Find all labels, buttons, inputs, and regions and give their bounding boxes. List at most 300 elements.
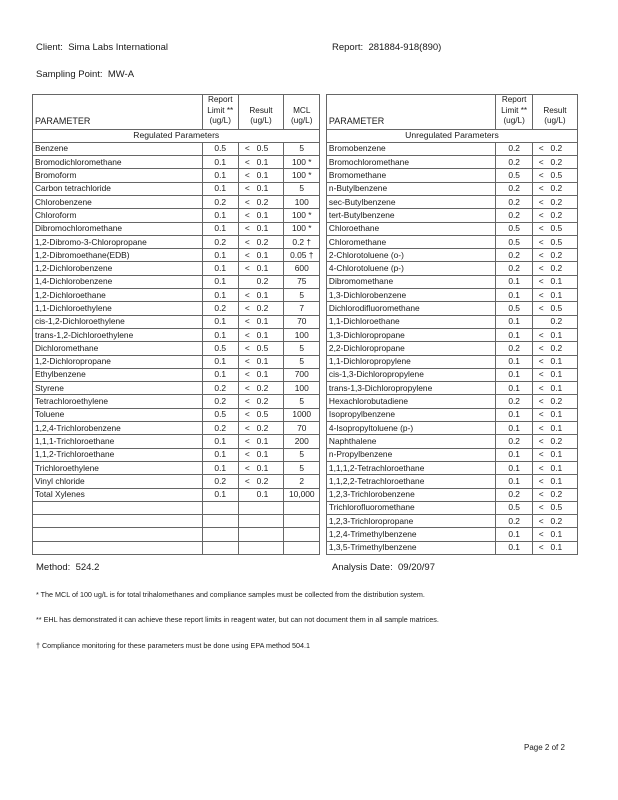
report-limit: 0.2: [202, 382, 238, 395]
table-row: [33, 501, 578, 514]
table-row: [33, 408, 578, 421]
report-limit: 0.1: [202, 461, 238, 474]
report-limit: 0.1: [496, 422, 532, 435]
result-value: 0.2: [256, 275, 284, 288]
report-limit: 0.2: [496, 515, 532, 528]
less-than-sign: <: [532, 142, 549, 155]
report-limit: 0.1: [496, 328, 532, 341]
mcl-value: 100 *: [284, 156, 320, 169]
parameter-name: Tetrachloroethylene: [33, 395, 203, 408]
less-than-sign: <: [532, 209, 549, 222]
empty-cell: [202, 515, 238, 528]
table-row: [33, 156, 578, 169]
parameter-name: Hexachlorobutadiene: [326, 395, 496, 408]
report-limit: 0.1: [202, 355, 238, 368]
report-limit: 0.1: [496, 382, 532, 395]
result-value: 0.1: [550, 448, 578, 461]
result-value: 0.2: [550, 342, 578, 355]
method-line: Method: 524.2: [36, 562, 100, 573]
table-row: [33, 541, 578, 554]
result-value: 0.2: [550, 315, 578, 328]
less-than-sign: <: [532, 328, 549, 341]
parameter-name: Chloroform: [33, 209, 203, 222]
report-limit: 0.5: [202, 408, 238, 421]
regulated-title: Regulated Parameters: [33, 129, 320, 142]
empty-cell: [238, 528, 255, 541]
report-limit: 0.5: [496, 222, 532, 235]
table-row: [33, 435, 578, 448]
result-value: 0.2: [256, 235, 284, 248]
result-value: 0.1: [256, 156, 284, 169]
sampling-point: MW-A: [107, 69, 135, 80]
less-than-sign: <: [532, 515, 549, 528]
parameter-name: 2-Chlorotoluene (o-): [326, 249, 496, 262]
mcl-value: 70: [284, 315, 320, 328]
table-row: [33, 328, 578, 341]
less-than-sign: <: [532, 475, 549, 488]
parameter-name: 1,1-Dichloropropylene: [326, 355, 496, 368]
mcl-value: 1000: [284, 408, 320, 421]
col-mcl: MCL (ug/L): [284, 95, 320, 130]
parameter-name: 1,4-Dichlorobenzene: [33, 275, 203, 288]
result-value: 0.1: [256, 289, 284, 302]
report-limit: 0.1: [496, 408, 532, 421]
result-value: 0.2: [256, 302, 284, 315]
result-value: 0.2: [550, 515, 578, 528]
less-than-sign: <: [238, 289, 255, 302]
mcl-value: 0.05 †: [284, 249, 320, 262]
less-than-sign: <: [532, 182, 549, 195]
less-than-sign: [238, 275, 255, 288]
report-limit: 0.2: [496, 435, 532, 448]
parameter-name: Bromoform: [33, 169, 203, 182]
report-limit: 0.2: [496, 395, 532, 408]
parameter-name: Toluene: [33, 408, 203, 421]
parameter-name: Bromomethane: [326, 169, 496, 182]
less-than-sign: <: [238, 355, 255, 368]
less-than-sign: <: [238, 209, 255, 222]
report-limit: 0.1: [202, 368, 238, 381]
report-limit: 0.2: [496, 182, 532, 195]
less-than-sign: <: [238, 195, 255, 208]
result-value: 0.1: [256, 488, 284, 501]
parameter-name: cis-1,2-Dichloroethylene: [33, 315, 203, 328]
table-row: [33, 461, 578, 474]
table-row: [33, 262, 578, 275]
less-than-sign: <: [532, 422, 549, 435]
less-than-sign: <: [532, 342, 549, 355]
empty-cell: [284, 515, 320, 528]
parameter-name: tert-Butylbenzene: [326, 209, 496, 222]
report-limit: 0.5: [202, 142, 238, 155]
report-limit: 0.1: [496, 528, 532, 541]
report-limit: 0.1: [496, 541, 532, 554]
less-than-sign: <: [238, 222, 255, 235]
empty-cell: [33, 501, 203, 514]
parameter-name: Dichloromethane: [33, 342, 203, 355]
result-value: 0.1: [550, 422, 578, 435]
less-than-sign: <: [532, 448, 549, 461]
parameter-name: sec-Butylbenzene: [326, 195, 496, 208]
less-than-sign: <: [238, 249, 255, 262]
parameter-name: cis-1,3-Dichloropropylene: [326, 368, 496, 381]
less-than-sign: <: [532, 262, 549, 275]
report-limit: 0.1: [496, 448, 532, 461]
report-limit: 0.1: [202, 275, 238, 288]
parameter-name: 1,1,1,2-Tetrachloroethane: [326, 461, 496, 474]
empty-cell: [33, 541, 203, 554]
empty-cell: [284, 501, 320, 514]
less-than-sign: <: [532, 382, 549, 395]
result-value: 0.1: [550, 328, 578, 341]
table-row: [33, 395, 578, 408]
mcl-value: 7: [284, 302, 320, 315]
less-than-sign: <: [532, 395, 549, 408]
table-row: [33, 488, 578, 501]
less-than-sign: <: [532, 461, 549, 474]
table-row: [33, 182, 578, 195]
table-row: [33, 142, 578, 155]
less-than-sign: <: [532, 156, 549, 169]
parameter-name: Chloroethane: [326, 222, 496, 235]
table-row: [33, 342, 578, 355]
report-limit: 0.5: [496, 235, 532, 248]
unregulated-title: Unregulated Parameters: [326, 129, 577, 142]
result-value: 0.1: [256, 169, 284, 182]
report-limit: 0.2: [496, 156, 532, 169]
less-than-sign: <: [238, 142, 255, 155]
result-value: 0.2: [256, 475, 284, 488]
empty-cell: [238, 541, 255, 554]
result-value: 0.1: [256, 435, 284, 448]
report-limit: 0.1: [202, 289, 238, 302]
sampling-point-line: Sampling Point: MW-A: [36, 69, 135, 80]
mcl-value: 5: [284, 355, 320, 368]
parameter-name: Isopropylbenzene: [326, 408, 496, 421]
parameter-name: Dibromomethane: [326, 275, 496, 288]
parameter-name: n-Propylbenzene: [326, 448, 496, 461]
less-than-sign: <: [532, 541, 549, 554]
mcl-value: 75: [284, 275, 320, 288]
report-limit: 0.2: [496, 249, 532, 262]
less-than-sign: <: [238, 382, 255, 395]
result-value: 0.1: [550, 289, 578, 302]
result-value: 0.2: [550, 395, 578, 408]
less-than-sign: <: [238, 169, 255, 182]
mcl-value: 5: [284, 448, 320, 461]
mcl-value: 5: [284, 342, 320, 355]
mcl-value: 100 *: [284, 209, 320, 222]
report-limit: 0.1: [496, 355, 532, 368]
result-value: 0.1: [550, 541, 578, 554]
report-limit: 0.1: [202, 328, 238, 341]
less-than-sign: <: [532, 435, 549, 448]
mcl-value: 5: [284, 395, 320, 408]
col-result-right: Result (ug/L): [532, 95, 577, 130]
result-value: 0.5: [256, 408, 284, 421]
parameter-name: trans-1,3-Dichloropropylene: [326, 382, 496, 395]
analysis-date-line: Analysis Date: 09/20/97: [332, 562, 435, 573]
report-limit: 0.1: [202, 209, 238, 222]
parameter-name: 1,3,5-Trimethylbenzene: [326, 541, 496, 554]
col-parameter-right: PARAMETER: [326, 95, 496, 130]
less-than-sign: <: [532, 235, 549, 248]
table-row: [33, 275, 578, 288]
empty-cell: [33, 528, 203, 541]
table-row: [33, 355, 578, 368]
table-row: [33, 368, 578, 381]
result-value: 0.5: [256, 342, 284, 355]
parameter-name: Bromochloromethane: [326, 156, 496, 169]
report-limit: 0.5: [496, 501, 532, 514]
footnote-mcl: * The MCL of 100 ug/L is for total trihalomethanes and compliance samples must be collected from the distribution system.: [36, 590, 425, 599]
less-than-sign: <: [532, 222, 549, 235]
result-value: 0.2: [550, 142, 578, 155]
mcl-value: 600: [284, 262, 320, 275]
result-value: 0.2: [550, 435, 578, 448]
result-value: 0.2: [550, 262, 578, 275]
report-limit: 0.2: [202, 475, 238, 488]
less-than-sign: <: [532, 488, 549, 501]
result-value: 0.2: [550, 182, 578, 195]
less-than-sign: <: [238, 448, 255, 461]
parameter-name: 1,2-Dichloroethane: [33, 289, 203, 302]
empty-cell: [202, 528, 238, 541]
table-row: [33, 169, 578, 182]
empty-cell: [33, 515, 203, 528]
result-value: 0.2: [256, 422, 284, 435]
parameter-name: trans-1,2-Dichloroethylene: [33, 328, 203, 341]
result-value: 0.2: [256, 395, 284, 408]
result-value: 0.1: [256, 328, 284, 341]
less-than-sign: <: [532, 249, 549, 262]
report-limit: 0.1: [496, 475, 532, 488]
result-value: 0.1: [256, 315, 284, 328]
result-value: 0.1: [550, 475, 578, 488]
table-row: [33, 382, 578, 395]
parameter-name: 1,2,4-Trichlorobenzene: [33, 422, 203, 435]
report-limit: 0.1: [202, 156, 238, 169]
client-line: Client: Sima Labs International: [36, 42, 169, 53]
mcl-value: 100 *: [284, 222, 320, 235]
less-than-sign: <: [238, 235, 255, 248]
table-row: [33, 475, 578, 488]
parameter-name: 1,2,3-Trichloropropane: [326, 515, 496, 528]
report-limit: 0.1: [202, 169, 238, 182]
less-than-sign: <: [238, 262, 255, 275]
less-than-sign: <: [238, 461, 255, 474]
report-limit: 0.2: [202, 195, 238, 208]
parameter-name: 1,1,2,2-Tetrachloroethane: [326, 475, 496, 488]
mcl-value: 100: [284, 382, 320, 395]
report-limit: 0.1: [202, 315, 238, 328]
less-than-sign: <: [238, 408, 255, 421]
less-than-sign: <: [532, 408, 549, 421]
report-limit: 0.5: [496, 169, 532, 182]
empty-cell: [202, 541, 238, 554]
parameter-name: 1,3-Dichloropropane: [326, 328, 496, 341]
parameter-name: 1,1-Dichloroethylene: [33, 302, 203, 315]
client-name: Sima Labs International: [68, 42, 169, 53]
result-value: 0.1: [256, 461, 284, 474]
section-title-row: [33, 129, 578, 142]
report-limit: 0.1: [496, 461, 532, 474]
empty-cell: [284, 528, 320, 541]
result-value: 0.1: [256, 249, 284, 262]
result-value: 0.1: [550, 368, 578, 381]
table-row: [33, 315, 578, 328]
page-number: Page 2 of 2: [524, 743, 565, 752]
result-value: 0.1: [550, 382, 578, 395]
empty-cell: [284, 541, 320, 554]
report-limit: 0.5: [202, 342, 238, 355]
footnote-compliance: † Compliance monitoring for these parameters must be done using EPA method 504.1: [36, 641, 310, 650]
less-than-sign: <: [238, 475, 255, 488]
result-value: 0.1: [550, 461, 578, 474]
less-than-sign: <: [532, 368, 549, 381]
result-value: 0.2: [550, 488, 578, 501]
result-value: 0.5: [550, 169, 578, 182]
report-limit: 0.1: [202, 435, 238, 448]
less-than-sign: <: [532, 355, 549, 368]
report-limit: 0.2: [496, 488, 532, 501]
parameter-name: Chlorobenzene: [33, 195, 203, 208]
result-value: 0.2: [550, 195, 578, 208]
empty-cell: [238, 501, 255, 514]
result-value: 0.2: [550, 156, 578, 169]
less-than-sign: <: [238, 315, 255, 328]
result-value: 0.5: [550, 222, 578, 235]
parameter-name: 2,2-Dichloropropane: [326, 342, 496, 355]
table-row: [33, 195, 578, 208]
parameter-name: 1,3-Dichlorobenzene: [326, 289, 496, 302]
col-report-limit-right: Report Limit ** (ug/L): [496, 95, 532, 130]
result-value: 0.1: [256, 222, 284, 235]
result-value: 0.1: [256, 262, 284, 275]
report-limit: 0.1: [202, 222, 238, 235]
report-limit: 0.5: [496, 302, 532, 315]
empty-cell: [202, 501, 238, 514]
less-than-sign: <: [238, 156, 255, 169]
table-row: [33, 422, 578, 435]
result-value: 0.1: [550, 408, 578, 421]
mcl-value: 100 *: [284, 169, 320, 182]
parameter-name: Naphthalene: [326, 435, 496, 448]
report-limit: 0.2: [496, 209, 532, 222]
less-than-sign: <: [238, 368, 255, 381]
result-value: 0.5: [550, 302, 578, 315]
result-value: 0.2: [550, 249, 578, 262]
mcl-value: 700: [284, 368, 320, 381]
mcl-value: 5: [284, 461, 320, 474]
empty-cell: [256, 515, 284, 528]
table-row: [33, 302, 578, 315]
less-than-sign: <: [532, 195, 549, 208]
result-value: 0.5: [550, 501, 578, 514]
less-than-sign: <: [238, 435, 255, 448]
parameter-name: 1,2-Dibromo-3-Chloropropane: [33, 235, 203, 248]
parameter-name: 1,2-Dichloropropane: [33, 355, 203, 368]
report-number: 281884-918(890): [368, 42, 442, 53]
mcl-value: 2: [284, 475, 320, 488]
col-parameter-left: PARAMETER: [33, 95, 203, 130]
parameter-name: Ethylbenzene: [33, 368, 203, 381]
parameter-name: 1,1,2-Trichloroethane: [33, 448, 203, 461]
empty-cell: [238, 515, 255, 528]
table-header-row: [33, 95, 578, 130]
less-than-sign: <: [532, 169, 549, 182]
col-result-left: Result (ug/L): [238, 95, 283, 130]
table-row: [33, 235, 578, 248]
report-limit: 0.1: [496, 315, 532, 328]
parameter-name: Vinyl chloride: [33, 475, 203, 488]
result-value: 0.1: [256, 209, 284, 222]
results-table: [32, 94, 578, 555]
parameter-name: 1,1,1-Trichloroethane: [33, 435, 203, 448]
report-limit: 0.2: [202, 422, 238, 435]
report-limit: 0.1: [202, 249, 238, 262]
parameter-name: n-Butylbenzene: [326, 182, 496, 195]
mcl-value: 200: [284, 435, 320, 448]
parameter-name: Benzene: [33, 142, 203, 155]
result-value: 0.5: [550, 235, 578, 248]
method-value: 524.2: [75, 562, 100, 573]
report-limit: 0.2: [496, 262, 532, 275]
parameter-name: 1,2-Dibromoethane(EDB): [33, 249, 203, 262]
parameter-name: Trichlorofluoromethane: [326, 501, 496, 514]
less-than-sign: <: [238, 395, 255, 408]
less-than-sign: <: [238, 182, 255, 195]
table-row: [33, 289, 578, 302]
result-value: 0.1: [256, 355, 284, 368]
analysis-date-value: 09/20/97: [398, 562, 435, 573]
mcl-value: 100: [284, 195, 320, 208]
less-than-sign: <: [238, 302, 255, 315]
report-limit: 0.2: [202, 302, 238, 315]
report-limit: 0.1: [202, 488, 238, 501]
parameter-name: 1,2-Dichlorobenzene: [33, 262, 203, 275]
report-limit: 0.2: [202, 395, 238, 408]
parameter-name: Chloromethane: [326, 235, 496, 248]
mcl-value: 5: [284, 289, 320, 302]
report-limit: 0.1: [496, 275, 532, 288]
parameter-name: 4-Chlorotoluene (p-): [326, 262, 496, 275]
report-limit: 0.1: [202, 182, 238, 195]
less-than-sign: [532, 315, 549, 328]
parameter-name: 1,2,4-Trimethylbenzene: [326, 528, 496, 541]
result-value: 0.1: [550, 275, 578, 288]
table-row: [33, 448, 578, 461]
parameter-name: 4-Isopropyltoluene (p-): [326, 422, 496, 435]
less-than-sign: <: [532, 501, 549, 514]
less-than-sign: <: [532, 275, 549, 288]
parameter-name: 1,1-Dichloroethane: [326, 315, 496, 328]
footnote-report-limit: ** EHL has demonstrated it can achieve these report limits in reagent water, but can not document them in all sample matrices.: [36, 615, 439, 624]
report-limit: 0.1: [202, 262, 238, 275]
parameter-name: Dibromochloromethane: [33, 222, 203, 235]
parameter-name: Dichlorodifluoromethane: [326, 302, 496, 315]
table-row: [33, 515, 578, 528]
less-than-sign: [238, 488, 255, 501]
result-value: 0.1: [550, 355, 578, 368]
parameter-name: Bromobenzene: [326, 142, 496, 155]
result-value: 0.1: [256, 448, 284, 461]
result-value: 0.5: [256, 142, 284, 155]
parameter-name: 1,2,3-Trichlorobenzene: [326, 488, 496, 501]
parameter-name: Styrene: [33, 382, 203, 395]
result-value: 0.1: [256, 368, 284, 381]
col-report-limit-left: Report Limit ** (ug/L): [202, 95, 238, 130]
